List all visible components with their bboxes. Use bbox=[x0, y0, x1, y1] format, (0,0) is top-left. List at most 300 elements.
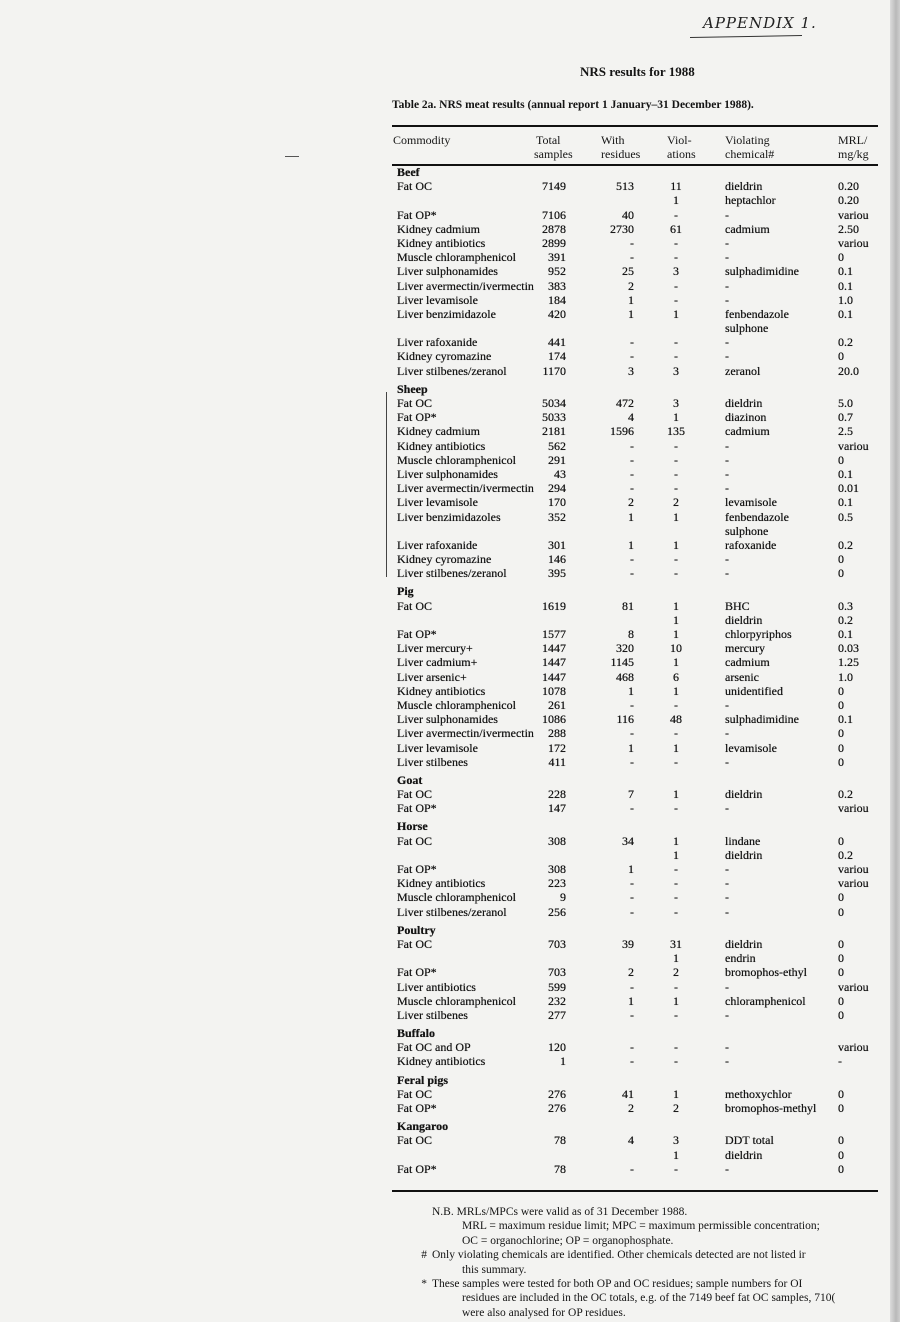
cell-mrl: 2.5 bbox=[838, 424, 853, 439]
cell-mrl: 1.25 bbox=[838, 655, 859, 670]
table-row bbox=[0, 951, 900, 965]
cell-total-samples: 294 bbox=[548, 481, 566, 496]
cell-violating-chemical: levamisole bbox=[725, 740, 777, 755]
cell-total-samples: 703 bbox=[548, 965, 566, 980]
cell-commodity: Kidney cadmium bbox=[397, 424, 480, 439]
cell-violations: - bbox=[674, 250, 678, 265]
cell-violations: 1 bbox=[673, 537, 679, 552]
cell-violations: - bbox=[674, 349, 678, 364]
handwritten-appendix-note: APPENDIX 1. bbox=[703, 14, 817, 32]
cell-violations: - bbox=[674, 754, 678, 769]
cell-mrl: 0 bbox=[838, 740, 844, 755]
cell-violations: - bbox=[674, 452, 678, 467]
cell-violating-chemical: fenbendazole bbox=[725, 306, 789, 321]
cell-mrl: 0 bbox=[838, 1161, 844, 1176]
cell-mrl: 0.1 bbox=[838, 278, 853, 293]
cell-violating-chemical: - bbox=[725, 481, 729, 496]
cell-with-residues: 1 bbox=[628, 509, 634, 524]
note-text: Only violating chemicals are identified. Other chemicals detected are not listed ir bbox=[432, 1249, 806, 1262]
cell-commodity: Fat OC bbox=[397, 833, 433, 848]
cell-with-residues: 1 bbox=[628, 683, 634, 698]
table-row bbox=[0, 741, 900, 755]
cell-commodity: Liver mercury+ bbox=[397, 641, 473, 656]
cell-total-samples: 395 bbox=[548, 566, 566, 581]
table-row bbox=[0, 1054, 900, 1068]
cell-commodity: Fat OP* bbox=[397, 410, 437, 425]
cell-total-samples: 5034 bbox=[542, 396, 566, 410]
cell-violations: 1 bbox=[673, 306, 679, 321]
cell-violating-chemical: cadmium bbox=[725, 655, 770, 670]
cell-commodity: Liver rafoxanide bbox=[397, 335, 478, 350]
cell-violations: 1 bbox=[673, 833, 679, 848]
cell-with-residues: 81 bbox=[622, 598, 634, 613]
cell-mrl: 0 bbox=[838, 1133, 844, 1148]
cell-commodity: Fat OC bbox=[397, 787, 433, 802]
cell-mrl: 0 bbox=[838, 993, 844, 1008]
cell-violations: 1 bbox=[673, 1086, 679, 1101]
cell-mrl: 0.01 bbox=[838, 481, 859, 496]
cell-total-samples: 308 bbox=[548, 862, 566, 876]
cell-commodity: Liver levamisole bbox=[397, 495, 478, 510]
cell-with-residues: - bbox=[630, 552, 634, 567]
header-label: With bbox=[601, 133, 625, 147]
cell-violating-chemical: dieldrin bbox=[725, 787, 763, 802]
cell-total-samples: 170 bbox=[548, 495, 566, 510]
cell-mrl: 0 bbox=[838, 904, 844, 919]
cell-total-samples: 1086 bbox=[542, 712, 566, 727]
cell-total-samples: 391 bbox=[548, 250, 566, 265]
cell-violations: 6 bbox=[673, 669, 679, 684]
cell-with-residues: 320 bbox=[616, 641, 634, 656]
group-label: Beef bbox=[397, 165, 420, 179]
cell-total-samples: 301 bbox=[548, 537, 566, 552]
cell-violations: 1 bbox=[673, 951, 679, 966]
cell-violations: 10 bbox=[670, 641, 682, 656]
table-row bbox=[0, 410, 900, 424]
table-row bbox=[0, 890, 900, 904]
table-row bbox=[0, 1162, 900, 1176]
cell-mrl: 0 bbox=[838, 726, 844, 741]
cell-mrl: 0.5 bbox=[838, 509, 853, 524]
cell-with-residues: 3 bbox=[628, 363, 634, 378]
group-label: Buffalo bbox=[397, 1026, 436, 1041]
cell-violating-chemical: sulphone bbox=[725, 523, 769, 538]
cell-violations: 1 bbox=[673, 598, 679, 613]
cell-commodity: Kidney antibiotics bbox=[397, 683, 486, 698]
cell-total-samples: 952 bbox=[548, 264, 566, 279]
cell-total-samples: 420 bbox=[548, 306, 566, 321]
cell-total-samples: 5033 bbox=[542, 410, 566, 425]
cell-mrl: 0 bbox=[838, 566, 844, 581]
cell-with-residues: - bbox=[630, 235, 634, 250]
note-nb bbox=[432, 1205, 900, 1219]
header-with-residues bbox=[601, 133, 640, 161]
table-row bbox=[0, 834, 900, 848]
cell-violating-chemical: - bbox=[725, 452, 729, 467]
cell-commodity: Fat OC bbox=[397, 1133, 433, 1148]
cell-total-samples: 599 bbox=[548, 979, 566, 994]
cell-total-samples: 276 bbox=[548, 1101, 566, 1115]
cell-with-residues: - bbox=[630, 566, 634, 581]
cell-with-residues: - bbox=[630, 1040, 634, 1055]
cell-total-samples: 703 bbox=[548, 936, 566, 951]
cell-violations: - bbox=[674, 862, 678, 876]
cell-with-residues: 34 bbox=[622, 833, 634, 848]
cell-commodity: Fat OP* bbox=[397, 862, 437, 876]
group-label: Pig bbox=[397, 584, 414, 599]
cell-violating-chemical: - bbox=[725, 250, 729, 265]
cell-mrl: 0.2 bbox=[838, 335, 853, 350]
table-row bbox=[0, 538, 900, 552]
note-text: residues are included in the OC totals, e.g. of the 7149 beef fat OC samples, 710( bbox=[462, 1292, 836, 1305]
cell-violations: 3 bbox=[673, 396, 679, 410]
note-text: MRLs/MPCs were valid as of 31 December 1988. bbox=[456, 1206, 688, 1218]
cell-with-residues: - bbox=[630, 452, 634, 467]
cell-violations: 3 bbox=[673, 363, 679, 378]
cell-violating-chemical: bromophos-methyl bbox=[725, 1101, 817, 1115]
cell-commodity: Fat OP* bbox=[397, 1161, 437, 1176]
cell-commodity: Kidney antibiotics bbox=[397, 876, 486, 891]
cell-commodity: Fat OP* bbox=[397, 965, 437, 980]
header-label: MRL/ bbox=[838, 133, 868, 147]
cell-violations: 1 bbox=[673, 787, 679, 802]
cell-mrl: variou bbox=[838, 862, 869, 876]
cell-violating-chemical: cadmium bbox=[725, 221, 770, 236]
cell-commodity: Fat OC bbox=[397, 396, 433, 410]
table-row bbox=[0, 250, 900, 264]
cell-violating-chemical: BHC bbox=[725, 598, 750, 613]
cell-violations: 2 bbox=[673, 495, 679, 510]
margin-mark bbox=[285, 156, 299, 157]
cell-commodity: Muscle chloramphenicol bbox=[397, 250, 516, 265]
table-row bbox=[0, 349, 900, 363]
cell-commodity: Muscle chloramphenicol bbox=[397, 890, 516, 905]
cell-violations: 1 bbox=[673, 993, 679, 1008]
cell-violating-chemical: levamisole bbox=[725, 495, 777, 510]
cell-violations: - bbox=[674, 278, 678, 293]
cell-with-residues: 1 bbox=[628, 740, 634, 755]
cell-mrl: 0.1 bbox=[838, 627, 853, 641]
cell-mrl: 0 bbox=[838, 697, 844, 712]
cell-violations: - bbox=[674, 979, 678, 994]
group-label: Horse bbox=[397, 819, 428, 834]
cell-commodity: Fat OC bbox=[397, 598, 433, 613]
cell-violations: - bbox=[674, 890, 678, 905]
cell-violations: - bbox=[674, 335, 678, 350]
cell-mrl: 0 bbox=[838, 452, 844, 467]
cell-violating-chemical: sulphadimidine bbox=[725, 264, 799, 279]
cell-commodity: Liver avermectin/ivermectin bbox=[397, 278, 534, 293]
cell-total-samples: 261 bbox=[548, 697, 566, 712]
cell-mrl: 0.1 bbox=[838, 264, 853, 279]
cell-mrl: - bbox=[838, 1054, 842, 1069]
cell-violating-chemical: arsenic bbox=[725, 669, 759, 684]
cell-violating-chemical: - bbox=[725, 566, 729, 581]
cell-with-residues: - bbox=[630, 1054, 634, 1069]
cell-violating-chemical: - bbox=[725, 466, 729, 481]
table-row bbox=[0, 279, 900, 293]
cell-commodity: Liver antibiotics bbox=[397, 979, 476, 994]
cell-mrl: 0 bbox=[838, 951, 844, 966]
cell-violations: - bbox=[674, 726, 678, 741]
note-text: These samples were tested for both OP and OC residues; sample numbers for OI bbox=[432, 1278, 803, 1291]
cell-violating-chemical: - bbox=[725, 552, 729, 567]
cell-violating-chemical: bromophos-ethyl bbox=[725, 965, 807, 980]
table-row bbox=[0, 179, 900, 193]
cell-with-residues: - bbox=[630, 801, 634, 816]
cell-commodity: Fat OP* bbox=[397, 1101, 437, 1115]
group-header-row bbox=[0, 1026, 900, 1040]
cell-commodity: Fat OP* bbox=[397, 801, 437, 816]
cell-mrl: 0.20 bbox=[838, 179, 859, 194]
cell-violating-chemical: - bbox=[725, 697, 729, 712]
cell-violating-chemical: - bbox=[725, 726, 729, 741]
table-row bbox=[0, 552, 900, 566]
cell-with-residues: - bbox=[630, 890, 634, 905]
cell-with-residues: 468 bbox=[616, 669, 634, 684]
cell-total-samples: 562 bbox=[548, 438, 566, 453]
note-text: OC = organochlorine; OP = organophosphate. bbox=[462, 1234, 674, 1247]
cell-violating-chemical: - bbox=[725, 754, 729, 769]
table-row bbox=[0, 937, 900, 951]
cell-violating-chemical: dieldrin bbox=[725, 847, 763, 862]
cell-total-samples: 43 bbox=[554, 466, 566, 481]
cell-total-samples: 411 bbox=[548, 754, 566, 769]
table-row bbox=[0, 424, 900, 438]
cell-mrl: 0 bbox=[838, 1007, 844, 1022]
cell-with-residues: 2 bbox=[628, 965, 634, 980]
cell-violations: - bbox=[674, 801, 678, 816]
table-caption: Table 2a. NRS meat results (annual report 1 January–31 December 1988). bbox=[392, 99, 754, 111]
cell-with-residues: - bbox=[630, 754, 634, 769]
cell-violations: - bbox=[674, 904, 678, 919]
note-text: this summary. bbox=[462, 1263, 527, 1276]
cell-violations: 2 bbox=[673, 1101, 679, 1115]
cell-violations: 1 bbox=[673, 740, 679, 755]
cell-with-residues: 1 bbox=[628, 862, 634, 876]
table-row bbox=[0, 293, 900, 307]
cell-violating-chemical: - bbox=[725, 1040, 729, 1055]
cell-total-samples: 1 bbox=[560, 1054, 566, 1069]
cell-mrl: 0 bbox=[838, 349, 844, 364]
table-row bbox=[0, 1040, 900, 1054]
table-row bbox=[0, 193, 900, 207]
cell-mrl: variou bbox=[838, 876, 869, 891]
cell-violating-chemical: diazinon bbox=[725, 410, 767, 425]
cell-mrl: 0.1 bbox=[838, 712, 853, 727]
cell-with-residues: - bbox=[630, 481, 634, 496]
header-violations bbox=[667, 133, 696, 161]
cell-with-residues: 1 bbox=[628, 306, 634, 321]
cell-violations: 1 bbox=[673, 627, 679, 641]
cell-mrl: 2.50 bbox=[838, 221, 859, 236]
cell-with-residues: 1 bbox=[628, 537, 634, 552]
cell-violations: 1 bbox=[673, 847, 679, 862]
cell-violating-chemical: - bbox=[725, 292, 729, 307]
cell-with-residues: 1 bbox=[628, 292, 634, 307]
cell-mrl: 0.7 bbox=[838, 410, 853, 425]
cell-total-samples: 232 bbox=[548, 993, 566, 1008]
table-row bbox=[0, 510, 900, 524]
table-row bbox=[0, 599, 900, 613]
cell-mrl: 0.20 bbox=[838, 193, 859, 208]
table-row bbox=[0, 613, 900, 627]
cell-total-samples: 308 bbox=[548, 833, 566, 848]
cell-violations: - bbox=[674, 1161, 678, 1176]
cell-violating-chemical: chlorpyriphos bbox=[725, 627, 792, 641]
page-title: NRS results for 1988 bbox=[580, 64, 695, 79]
cell-with-residues: 472 bbox=[616, 396, 634, 410]
cell-mrl: 0 bbox=[838, 552, 844, 567]
header-commodity-label: Commodity bbox=[393, 133, 451, 147]
cell-with-residues: 116 bbox=[616, 712, 634, 727]
table-row bbox=[0, 236, 900, 250]
cell-commodity: Muscle chloramphenicol bbox=[397, 993, 516, 1008]
cell-violations: - bbox=[674, 466, 678, 481]
cell-mrl: 0.1 bbox=[838, 466, 853, 481]
cell-violating-chemical: unidentified bbox=[725, 683, 783, 698]
cell-with-residues: 25 bbox=[622, 264, 634, 279]
cell-with-residues: 1145 bbox=[610, 655, 634, 670]
cell-violations: - bbox=[674, 292, 678, 307]
header-commodity bbox=[393, 133, 450, 147]
group-header-row bbox=[0, 165, 900, 179]
cell-violating-chemical: - bbox=[725, 1054, 729, 1069]
table-row bbox=[0, 641, 900, 655]
group-header-row bbox=[0, 773, 900, 787]
cell-total-samples: 7106 bbox=[542, 207, 566, 222]
cell-with-residues: 2730 bbox=[610, 221, 634, 236]
table-row bbox=[0, 801, 900, 815]
cell-total-samples: 1619 bbox=[542, 598, 566, 613]
note-text: were also analysed for OP residues. bbox=[462, 1306, 626, 1319]
cell-with-residues: - bbox=[630, 466, 634, 481]
cell-violations: - bbox=[674, 438, 678, 453]
hash-mark: # bbox=[421, 1249, 427, 1262]
cell-with-residues: 1 bbox=[628, 993, 634, 1008]
cell-mrl: 20.0 bbox=[838, 363, 859, 378]
cell-commodity: Liver stilbenes bbox=[397, 1007, 468, 1022]
group-label: Kangaroo bbox=[397, 1119, 449, 1134]
cell-with-residues: - bbox=[630, 697, 634, 712]
header-mrl bbox=[838, 133, 869, 161]
table-row bbox=[0, 994, 900, 1008]
cell-commodity: Fat OP* bbox=[397, 627, 437, 641]
cell-violating-chemical: cadmium bbox=[725, 424, 770, 439]
cell-total-samples: 288 bbox=[548, 726, 566, 741]
cell-mrl: 0 bbox=[838, 250, 844, 265]
cell-with-residues: - bbox=[630, 1007, 634, 1022]
cell-violations: 3 bbox=[673, 1133, 679, 1148]
table-row bbox=[0, 1101, 900, 1115]
cell-with-residues: 2 bbox=[628, 495, 634, 510]
cell-commodity: Fat OC bbox=[397, 1086, 433, 1101]
cell-commodity: Liver levamisole bbox=[397, 292, 478, 307]
table-row bbox=[0, 307, 900, 321]
cell-commodity: Liver rafoxanide bbox=[397, 537, 478, 552]
cell-total-samples: 2878 bbox=[542, 221, 566, 236]
cell-with-residues: 2 bbox=[628, 1101, 634, 1115]
cell-violations: 1 bbox=[673, 509, 679, 524]
cell-total-samples: 291 bbox=[548, 452, 566, 467]
cell-with-residues: 8 bbox=[628, 627, 634, 641]
cell-total-samples: 7149 bbox=[542, 179, 566, 194]
group-header-row bbox=[0, 584, 900, 598]
cell-violations: 61 bbox=[670, 221, 682, 236]
cell-total-samples: 2181 bbox=[542, 424, 566, 439]
cell-mrl: 0 bbox=[838, 890, 844, 905]
cell-total-samples: 78 bbox=[554, 1161, 566, 1176]
cell-mrl: 0 bbox=[838, 833, 844, 848]
cell-commodity: Liver sulphonamides bbox=[397, 712, 498, 727]
cell-with-residues: 2 bbox=[628, 278, 634, 293]
cell-with-residues: - bbox=[630, 335, 634, 350]
cell-mrl: 0.1 bbox=[838, 495, 853, 510]
cell-with-residues: 40 bbox=[622, 207, 634, 222]
results-table-body bbox=[0, 165, 900, 1176]
star-mark: * bbox=[421, 1278, 427, 1291]
table-row bbox=[0, 1087, 900, 1101]
cell-total-samples: 1447 bbox=[542, 641, 566, 656]
header-label: Total bbox=[536, 133, 561, 147]
cell-with-residues: 7 bbox=[628, 787, 634, 802]
cell-violating-chemical: sulphadimidine bbox=[725, 712, 799, 727]
cell-total-samples: 174 bbox=[548, 349, 566, 364]
cell-violating-chemical: mercury bbox=[725, 641, 765, 656]
group-label: Poultry bbox=[397, 922, 436, 937]
cell-violating-chemical: - bbox=[725, 335, 729, 350]
cell-violations: - bbox=[674, 1040, 678, 1055]
cell-total-samples: 1447 bbox=[542, 669, 566, 684]
cell-commodity: Liver avermectin/ivermectin bbox=[397, 726, 534, 741]
cell-mrl: variou bbox=[838, 438, 869, 453]
table-row bbox=[0, 980, 900, 994]
cell-commodity: Liver stilbenes/zeranol bbox=[397, 363, 507, 378]
cell-total-samples: 78 bbox=[554, 1133, 566, 1148]
group-header-row bbox=[0, 819, 900, 833]
cell-violations: 11 bbox=[670, 179, 682, 194]
cell-violating-chemical: - bbox=[725, 349, 729, 364]
cell-mrl: 0 bbox=[838, 1101, 844, 1115]
cell-violating-chemical: heptachlor bbox=[725, 193, 776, 208]
cell-violations: 1 bbox=[673, 612, 679, 627]
cell-violating-chemical: dieldrin bbox=[725, 1147, 763, 1162]
cell-total-samples: 256 bbox=[548, 904, 566, 919]
cell-violations: - bbox=[674, 1054, 678, 1069]
cell-commodity: Liver arsenic+ bbox=[397, 669, 467, 684]
nb-label: N.B. bbox=[432, 1206, 454, 1218]
cell-total-samples: 441 bbox=[548, 335, 566, 350]
cell-violations: - bbox=[674, 697, 678, 712]
header-label: Viol- bbox=[667, 133, 692, 147]
cell-total-samples: 1078 bbox=[542, 683, 566, 698]
cell-total-samples: 2899 bbox=[542, 235, 566, 250]
cell-commodity: Liver sulphonamides bbox=[397, 264, 498, 279]
cell-violations: - bbox=[674, 552, 678, 567]
cell-mrl: 0.2 bbox=[838, 847, 853, 862]
cell-violations: 135 bbox=[667, 424, 685, 439]
cell-violations: 2 bbox=[673, 965, 679, 980]
cell-total-samples: 172 bbox=[548, 740, 566, 755]
cell-with-residues: - bbox=[630, 726, 634, 741]
cell-violating-chemical: - bbox=[725, 438, 729, 453]
cell-commodity: Muscle chloramphenicol bbox=[397, 452, 516, 467]
cell-violating-chemical: - bbox=[725, 1007, 729, 1022]
cell-mrl: 0.3 bbox=[838, 598, 853, 613]
cell-commodity: Liver levamisole bbox=[397, 740, 478, 755]
cell-total-samples: 383 bbox=[548, 278, 566, 293]
table-row bbox=[0, 787, 900, 801]
